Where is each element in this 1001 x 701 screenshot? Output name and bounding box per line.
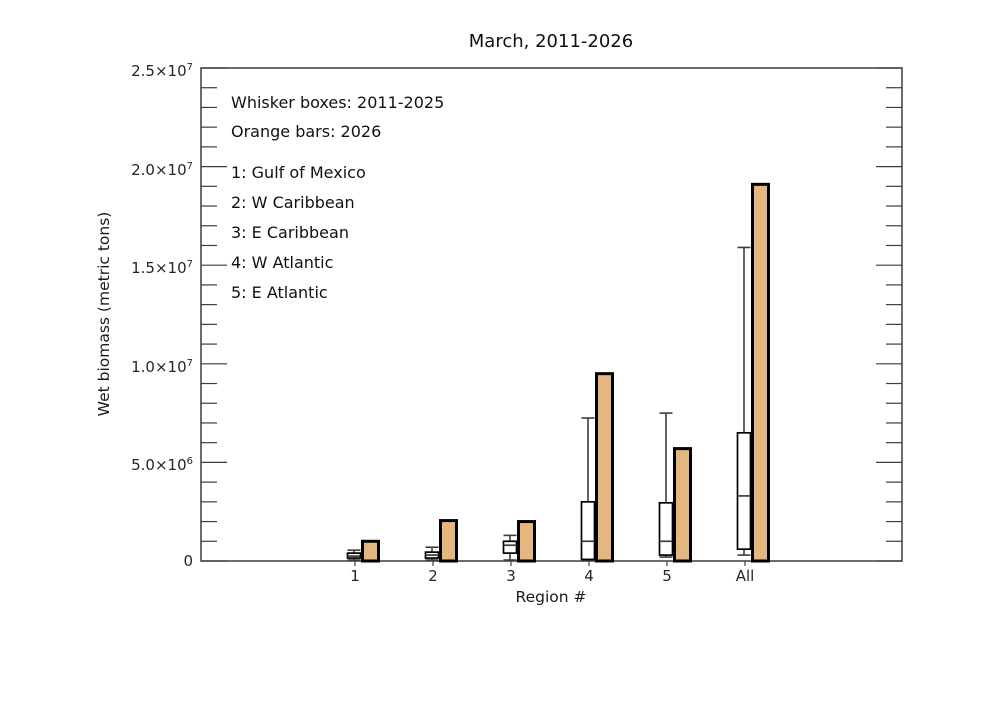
region-key <box>231 158 366 308</box>
x-tick-label: 2 <box>428 567 438 585</box>
legend-bar-note: Orange bars: 2026 <box>231 122 382 141</box>
whisker-box <box>504 541 517 553</box>
region-key-item: 1: Gulf of Mexico <box>231 163 366 182</box>
x-tick-label: 4 <box>584 567 594 585</box>
y-tick-label: $2.5\times 10^7$ <box>131 62 193 80</box>
whisker-box <box>660 503 673 555</box>
region-key-item: 4: W Atlantic <box>231 253 334 272</box>
y-tick-label: 0 <box>183 552 193 570</box>
forecast-bar <box>363 541 379 561</box>
forecast-bar <box>753 184 769 561</box>
forecast-bar <box>675 449 691 561</box>
region-key-item: 5: E Atlantic <box>231 283 328 302</box>
forecast-bar <box>441 521 457 561</box>
chart-title: March, 2011-2026 <box>468 31 634 52</box>
y-tick-label: $1.5\times 10^7$ <box>131 259 193 278</box>
x-tick-label: 3 <box>506 567 516 585</box>
x-tick-label: 1 <box>350 567 360 585</box>
y-tick-label: $1.0\times 10^7$ <box>131 357 193 376</box>
forecast-bar <box>519 522 535 561</box>
whisker-box <box>738 433 751 549</box>
legend-whisker-note: Whisker boxes: 2011-2025 <box>231 93 445 112</box>
y-tick-label: $2.0\times 10^7$ <box>131 160 193 179</box>
region-key-item: 2: W Caribbean <box>231 193 355 212</box>
x-tick-label: 5 <box>662 567 672 585</box>
whisker-box <box>582 502 595 560</box>
x-tick-label: All <box>735 567 755 585</box>
x-axis-label: Region # <box>515 588 587 606</box>
y-tick-label: $5.0\times 10^6$ <box>131 456 193 475</box>
region-key-item: 3: E Caribbean <box>231 223 349 242</box>
y-axis-label: Wet biomass (metric tons) <box>95 211 113 417</box>
forecast-bar <box>597 374 613 561</box>
